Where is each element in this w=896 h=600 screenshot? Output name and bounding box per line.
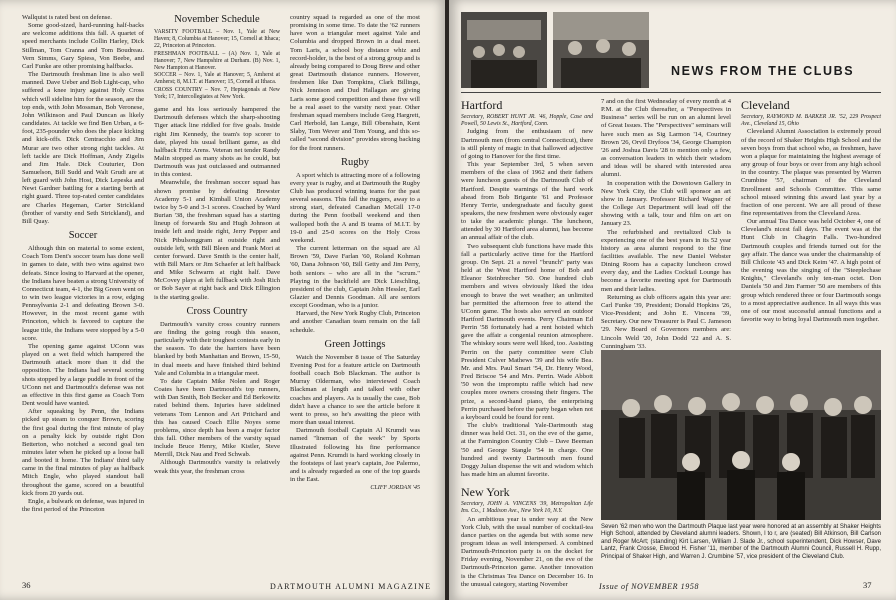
photo-cleveland-group: [601, 350, 881, 520]
rugby-heading: Rugby: [340, 156, 369, 168]
paragraph: Judging from the enthusiasm of new Dartmouth men (from central Connecticut), there is still plenty of magic in that hallowed adjective of going to Hanover for the first time.: [461, 128, 593, 160]
photo-hartford-party: [553, 12, 649, 88]
paragraph: The Dartmouth freshman line is also well manned. Dave Ueber and Bob Light-cap, who suffered a knee injury against Holy Cross which will sideline him for the season, are the top ends, with John Mossman, Bob Veronese, John Wilkinson and Paul Duncan as likely candidates. At tackle we find Ben Urban, a 6-foot, 235-pounder who does the place kicking and kick-offs. Dick Centracchio and Jim Murar are two other strong right tackles. At left tackle are Dick Hoffman, Andy Zigelis and Jim Hale. Dick Couturier, Don Samuelson, Bill Sudd and Walt Grudi are at left guard with John Host, Dick Lepeska and Newt Gardner battling for a starting berth at right guard. Three top-rated center candidates are Charles Hegeman, Carter Strickland (brother of varsity end Seth Strickland), and Bill Quay.: [22, 71, 144, 225]
paragraph: country squad is regarded as one of the most promising in some time. To date the '62 runners have won a triangular meet against Yale and Columbia and dropped Brown in a dual meet. Tom Laris, a school boy distance whiz and record-holder, is the best of a strong group and is already being compared to Doug Brew and other great Dartmouth distance runners. However, freshmen like Dan Tompkins, Clark Billings, Nick Jennison and Dud Hallagan are giving Laris some good competition and these five will be a real asset to the varsity next year. Other freshman squad members include Greg Hargrett, Carl Herbold, Ian Lange, Bill Obenshain, Kent Slaby, Tom Wever and Tom Young, and this so-called "second division" provides strong backing for the front runners.: [290, 14, 420, 152]
paragraph: This year September 3rd, 5 when seven members of the class of 1962 and their fathers were luncheon guests of the Dartmouth Club of Hartford. Despite warnings of the hard work ahead from Bob Brigante '61 and Professor Henry Terrie, undergraduate and faculty guest speakers, the new freshmen were obviously eager to take the academic plunge. The luncheon, attended by 30 Hartford area alumni, has become an annual affair of the club.: [461, 161, 593, 242]
schedule-item: VARSITY FOOTBALL – Nov. 1, Yale at New Haven; 8, Columbia at Hanover; 15, Cornell at Ithaca; 22, Princeton at Princeton.: [154, 29, 280, 50]
right-column-1: [461, 98, 593, 588]
paragraph: The current letterman on the squad are Al Brown '59, Dave Farlan '60, Roland Kohman '60, Dana Johnson '60, Bill Getty and Jim Perry, both seniors – who are all in the "scrum." Playing in the backfield are Dick Lieschling, president of the club, Captain John Hessler, Earl Glazier and Dennis Goodman. All are seniors except Goodman, who is a junior.: [290, 245, 420, 310]
paragraph: Cleveland Alumni Association is extremely proud of the record of Shaker Heights High School and the seven boys from that school who, as freshmen, have won a plaque for maintaining the highest average of any group of four boys or over from any high school in the country. The plaque was presented by Warren Crumbine '57, chairman of the Cleveland Enrollment and Schools Committee. This same school missed winning this award last year by a fraction of one percent. We are all proud of these fine representatives from the Cleveland Area.: [741, 128, 881, 217]
paragraph: Harvard, the New York Rugby Club, Princeton and another Canadian team remain on the fall schedule.: [290, 310, 420, 334]
schedule-item: CROSS COUNTRY – Nov. 7, Heptagonals at New York; 17, Intercollegiates at New York.: [154, 86, 280, 100]
cross-country-heading: Cross Country: [186, 305, 248, 317]
paragraph: Two subsequent club functions have made this fall a particularly active time for the Hartford group. On Sept. 21 a novel "brunch" party was held at the West Hartford home of Bob and Eleanor Steinbrecher '50. One hundred club members and wives obviously liked the idea enough to brave the wet weather; an unlimited bar permitted the afternoon free to attend the UConn game. The hosts also served an outdoor Hartford Dartmouth events. Perry Chairman Ed Perrin '58 fortunately had a rent hoisted which gave the affair a congenial reunion atmosphere. The whiskey sours were well liked, too. Assisting Perrin on the party committee were Club President Culver Mathews '39 and his wife Bea. Mr. and Mrs. Paul Smart '54, Dr. Henry Wood, Fred Briscoe '54 and Mrs. Perrin. Wade Abbott '50 won the impromptu raffle which had new couples more owners crossing their fingers. The prize, a second-hand piano, the enterprising Perrin purchased before the party began when not a keyboard could be found for rent.: [461, 242, 593, 421]
author-signature: CLIFF JORDAN '45: [370, 485, 420, 492]
new-york-heading: New York: [461, 485, 510, 500]
section-banner: NEWS FROM THE CLUBS: [671, 64, 855, 78]
paragraph: In cooperation with the Downtown Gallery in New York City, the Club will sponsor an art show in January. Professor Richard Wagner of the College Art Department will lead off the showing with a talk, tour and film on art on January 23.: [601, 179, 731, 228]
paragraph: Returning as club officers again this year are: Carl Funke '39, President; Donald Hopkins '26, Vice-President; and John E. Vincens '39, Secretary. Our new Treasurer is Paul C. Jameson '29. New Board of Governors members are: Lincoln Weld '20, John Dodd '22 and A. S. Cunningham '33.: [601, 293, 731, 350]
paragraph: Our annual Tea Dance was held October 4, one of Cleveland's nicest fall days. The event was at the Hunt Club in Chagrin Falls. Two-hundred Dartmouth couples and friends turned out for the gay affair. The dance was under the chairmanship of Bill Chilcote '43 and Dick Keim '47. A high point of the evening was the singing of the "Steeplechase Knights," Cleveland's only ten-man octet. Don Daniels '50 and Jim Farmer '50 are members of this group which rendered three or four Dartmouth songs to a most appreciative audience. In all ways this was one of our most successful annual functions and a favorite way to bring loyal Dartmouth men together.: [741, 218, 881, 323]
paragraph: An ambitious year is under way at the New York Club, with the usual number of cocktail-tea dance parties on the agenda but with some new program ideas as well interspersed. A combined Dartmouth-Princeton party is on the docket for Friday evening, November 21, on the eve of the Dartmouth-Princeton game. Another innovation is the Christmas Tea Dance on December 16. In the unusual category, starting November: [461, 515, 593, 588]
left-page: [0, 0, 447, 600]
paragraph: Although Dartmouth's varsity is relatively weak this year, the freshman cross: [154, 459, 280, 475]
photo-figures-icon: [553, 12, 649, 88]
paragraph: The refurbished and revitalized Club is experiencing one of the best years in its 52 year history as area alumni respond to the fine facilities available. The new Daniel Webster Dining Room has a capacity luncheon crowd every day, and the Ladies Cocktail Lounge has become a favorite meeting spot for Dartmouth men and their ladies.: [601, 228, 731, 293]
paragraph: Wallquist is rated best on defense.: [22, 14, 112, 21]
soccer-heading: Soccer: [68, 230, 98, 242]
paragraph: Some good-sized, hard-running half-backs are welcome additions this fall. A quartet of speed merchants include Collin Harley, Dick Stillman, Tom Cranna and Tom Boudreau. Vern Simms, Gary Spiess, Von Beebe, and Carl Funke are other promising halfbacks.: [22, 22, 144, 70]
photo-figures-icon: [461, 12, 547, 88]
hartford-heading: Hartford: [461, 98, 503, 112]
photo-group-icon: [601, 350, 881, 520]
paragraph: 7 and on the first Wednesday of every month at 4 P.M. at the Club thereafter, a "Perspectives in Business" series will be run on an alumni level of Great Issues. The "Perspectives" seminars will have such men as Sig Larmon '14, Courtney Brown '26, Orvil Dryfoos '34, George Champion '26 and Joshua Davis '28 to mention only a few, as conversation leaders in which their wisdom and ideas will be shared with interested area alumni.: [601, 98, 731, 179]
paragraph: The opening game against UConn was played on a wet field which hampered the Dartmouth attack more than it did the opposition. The Indians had several scoring shots stopped by a large puddle in front of the UConn net and Dartmouth's defense was not as effective in this first game as Coach Tom Dent would have wanted.: [22, 342, 144, 408]
hartford-byline: Secretary, ROBERT HUNT JR. '46, Hopple, Case and Powell, 50 Lewis St., Hartford, Conn.: [461, 114, 593, 128]
schedule-heading: November Schedule: [174, 14, 260, 25]
photo-hartford-group: [461, 12, 547, 88]
paragraph: Watch the November 8 issue of The Saturday Evening Post for a feature article on Dartmouth football coach Bob Blackman. The author is Murray Olderman, who interviewed Coach Blackman at length and talked with other coaches and players. As is usually the case, Bob didn't have a chance to see the article before it went to press, so he's awaiting the piece with more than usual interest.: [290, 353, 420, 427]
page-number-right: 37: [863, 580, 872, 590]
paragraph: Dartmouth's varsity cross country runners are finding the going rough this season, particularly with their toughest contests early in the season. To date the harriers have been blanked by both Manhattan and Brown, 15-50, in dual meets and have finished third behind Yale and Columbia in a triangular meet.: [154, 320, 280, 377]
paragraph: To date Captain Mike Nolen and Roger Coates have been Dartmouth's top runners, with Dan Smith, Bob Becker and Ed Berkowitz rated behind them. Injuries have sidelined veterans Tom Lennon and Art Pritchard and this has caused Coach Ellie Noyes some problems, since depth has been a major factor this fall. Other members of the varsity squad include Bruce Henry, Mike Kistler, Steve Merrill, Dick Nau and Fred Schwab.: [154, 377, 280, 459]
page-number-left: 36: [22, 580, 31, 590]
divider: [461, 92, 881, 93]
right-column-3: [741, 98, 881, 346]
right-column-2: [601, 98, 731, 350]
running-footer-right: Issue of NOVEMBER 1958: [599, 582, 700, 591]
paragraph: game and his loss seriously hampered the Dartmouth defenses which the sharp-shooting Tiger attack line riddled for five goals. Inside right Jim Kennedy, the team's top scorer to date, played his usual brilliant game, as did halfback Fritz Arens. Veteran net tender Randy Malin stopped as many shots as he could, but Dartmouth was just outclassed and outmanned in this contest.: [154, 106, 280, 179]
paragraph: Although thin on material to some extent, Coach Tom Dent's soccer team has done well in games to date, with two wins against two defeats. Since losing to Harvard at the opener, the Indians have beaten a strong University of Connecticut team, 4-1, the Big Green went on to win two league victories in a row, edging Pennsylvania 2-1 and defeating Brown 3-0. However, in the most recent game with Princeton, which is favored to capture the league title, the Indians were stopped by a 5-0 score.: [22, 245, 144, 342]
running-footer-left: DARTMOUTH ALUMNI MAGAZINE: [270, 582, 432, 591]
paragraph: A sport which is attracting more of a following every year is rugby, and at Dartmouth the Rugby Club has produced winning teams for the past several seasons. This fall the ruggers, away to a strong start, defeated Canadian McGill 17-0 during the Penn football weekend and then walloped both the A and B teams of M.I.T. by 19-0 and 25-0 scores on the Holy Cross weekend.: [290, 171, 420, 244]
left-column-3: [290, 14, 420, 574]
new-york-byline: Secretary, JOHN A. VINCENS '39, Metropolitan Life Ins. Co., 1 Madison Ave., New York 10, N.Y.: [461, 501, 593, 515]
green-jottings-heading: Green Jottings: [324, 338, 386, 350]
right-page: [449, 0, 896, 600]
paragraph: Engle, a bulwark on defense, was injured in the first period of the Princeton: [22, 497, 144, 514]
schedule-item: FRESHMAN FOOTBALL – (A) Nov. 1, Yale at Hanover; 7, New Hampshire at Durham. (B) Nov. 1, New Hampton at Hanover.: [154, 50, 280, 72]
paragraph: After squeaking by Penn, the Indians picked up steam to conquer Brown, scoring the first goal during the first minute of play on a penalty kick by outside right Don Betterton, who notched a second goal ten minutes later when he picked up a loose ball and booted it home. The Indians' third tally came in the final minutes of play as halfback Mitch Engle, who played standout ball throughout the game, scored on a beautiful kick from 20 yards out.: [22, 408, 144, 497]
paragraph: The club's traditional Yale-Dartmouth stag dinner was held Oct. 31, on the eve of the game, at the Farmington Country Club – Dave Beeman '50 and George Stangle '54 in charge. One hundred and twenty Dartmouth men found Doggy Julian dispense the wit and wisdom which has made him an alumni favorite.: [461, 422, 593, 478]
paragraph: Meanwhile, the freshman soccer squad has shown promise by defeating Brewster Academy 5-1 and Kimball Union Academy twice by 5-0 and 3-1 scores. Coached by Ward Burian '38, the freshman squad has a starting lineup of forwards Stu and Hugh Johnson at inside left and inside right, Jerry Pepper and Nick Pibulsonggram at outside right and outside left, with Bill Bleen and Frank Mori at center forward. Dave Smith is the center half, with Bill Marx or Jim Schaefer at left halfback and Mike Schwarm at right half. Dave McCovey plays at left fullback with Josh Rich or Bob Sayer at right back and Dick Ellington is the starting goalie.: [154, 179, 280, 301]
cleveland-byline: Secretary, RAYMOND M. BARKER JR. '52, 229 Prospect Ave., Cleveland 15, Ohio: [741, 114, 881, 128]
left-column-2: [154, 14, 280, 574]
photo-caption: Seven '62 men who won the Dartmouth Plaque last year were honored at an assembly at Shaker Heights High School, attended by Cleveland alumni leaders. Shown, l to r, are (seated) Bill Atkinson, Bill Carlson and Roger McArt; (standing) Kirt Larsen, William J. Slade Jr., school superintendent, Dick Howser, Dave Lantz, Frank Crosse, Elwood H. Fisher '11, member of the Dartmouth Alumni Council, Russell H. Rupp, Principal of Shaker High, and Warren J. Crumbine '57, vice president of the Cleveland Club.: [601, 524, 881, 560]
schedule-item: SOCCER – Nov. 1, Yale at Hanover; 5, Amherst at Amherst; 8, M.I.T. at Hanover; 15, Cornell at Ithaca.: [154, 72, 280, 86]
paragraph: Dartmouth football Captain Al Krumdi was named "lineman of the week" by Sports Illustrated following his fine performance against Penn. Krumdi is hard working closely in the footsteps of last year's captain, Joe Palermo, and is already regarded as one of the top guards in the East.: [290, 427, 420, 484]
cleveland-heading: Cleveland: [741, 98, 790, 112]
left-column-1: [22, 14, 144, 574]
